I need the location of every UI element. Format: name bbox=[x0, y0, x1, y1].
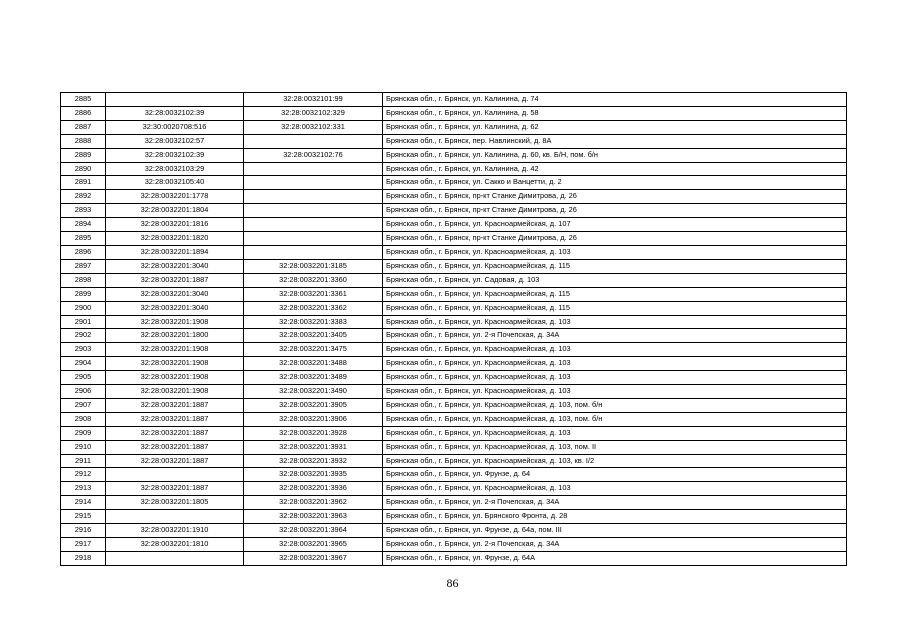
row-number-cell: 2894 bbox=[61, 218, 106, 232]
cadastral-number-cell: 32:28:0032201:3967 bbox=[244, 551, 383, 565]
row-number-cell: 2885 bbox=[61, 93, 106, 107]
row-number-cell: 2905 bbox=[61, 371, 106, 385]
cadastral-number-cell: 32:28:0032201:3936 bbox=[244, 482, 383, 496]
row-number-cell: 2889 bbox=[61, 148, 106, 162]
address-cell: Брянская обл., г. Брянск, пр-кт Станке Димитрова, д. 26 bbox=[383, 232, 847, 246]
address-cell: Брянская обл., г. Брянск, ул. Красноармейская, д. 103, кв. I/2 bbox=[383, 454, 847, 468]
row-number-cell: 2893 bbox=[61, 204, 106, 218]
table-row bbox=[61, 343, 847, 357]
row-number-cell: 2896 bbox=[61, 245, 106, 259]
row-number-cell: 2912 bbox=[61, 468, 106, 482]
cadastral-block-cell bbox=[106, 468, 244, 482]
row-number-cell: 2911 bbox=[61, 454, 106, 468]
address-cell: Брянская обл., г. Брянск, ул. Калинина, д. 62 bbox=[383, 120, 847, 134]
row-number-cell: 2918 bbox=[61, 551, 106, 565]
row-number-cell: 2917 bbox=[61, 538, 106, 552]
cadastral-block-cell: 32:28:0032201:1908 bbox=[106, 385, 244, 399]
cadastral-block-cell: 32:28:0032201:1805 bbox=[106, 496, 244, 510]
address-cell: Брянская обл., г. Брянск, ул. Красноармейская, д. 103 bbox=[383, 245, 847, 259]
address-cell: Брянская обл., г. Брянск, ул. Красноармейская, д. 107 bbox=[383, 218, 847, 232]
table-row bbox=[61, 148, 847, 162]
table-row bbox=[61, 524, 847, 538]
address-cell: Брянская обл., г. Брянск, ул. Красноармейская, д. 115 bbox=[383, 287, 847, 301]
page-number: 86 bbox=[446, 576, 459, 590]
cadastral-block-cell: 32:28:0032201:1908 bbox=[106, 343, 244, 357]
cadastral-block-cell: 32:28:0032103:29 bbox=[106, 162, 244, 176]
address-cell: Брянская обл., г. Брянск, ул. Сакко и Ванцетти, д. 2 bbox=[383, 176, 847, 190]
table-row bbox=[61, 538, 847, 552]
address-cell: Брянская обл., г. Брянск, ул. Красноармейская, д. 103 bbox=[383, 385, 847, 399]
cadastral-number-cell: 32:28:0032201:3405 bbox=[244, 329, 383, 343]
address-cell: Брянская обл., г. Брянск, ул. Красноармейская, д. 103, пом. II bbox=[383, 440, 847, 454]
table-row bbox=[61, 357, 847, 371]
cadastral-number-cell: 32:28:0032201:3965 bbox=[244, 538, 383, 552]
table-row bbox=[61, 454, 847, 468]
address-cell: Брянская обл., г. Брянск, ул. Красноармейская, д. 103 bbox=[383, 315, 847, 329]
cadastral-number-cell bbox=[244, 245, 383, 259]
cadastral-number-cell: 32:28:0032201:3931 bbox=[244, 440, 383, 454]
row-number-cell: 2901 bbox=[61, 315, 106, 329]
cadastral-block-cell: 32:28:0032201:1810 bbox=[106, 538, 244, 552]
table-row bbox=[61, 412, 847, 426]
row-number-cell: 2886 bbox=[61, 106, 106, 120]
table-row bbox=[61, 315, 847, 329]
table-row bbox=[61, 176, 847, 190]
cadastral-number-cell: 32:28:0032102:76 bbox=[244, 148, 383, 162]
table-row bbox=[61, 190, 847, 204]
address-cell: Брянская обл., г. Брянск, ул. Калинина, д. 74 bbox=[383, 93, 847, 107]
cadastral-block-cell: 32:28:0032201:3040 bbox=[106, 301, 244, 315]
cadastral-number-cell: 32:28:0032201:3932 bbox=[244, 454, 383, 468]
cadastral-number-cell bbox=[244, 218, 383, 232]
address-cell: Брянская обл., г. Брянск, ул. 2-я Почепская, д. 34А bbox=[383, 329, 847, 343]
table-row bbox=[61, 482, 847, 496]
row-number-cell: 2887 bbox=[61, 120, 106, 134]
row-number-cell: 2898 bbox=[61, 273, 106, 287]
address-cell: Брянская обл., г. Брянск, ул. Красноармейская, д. 115 bbox=[383, 259, 847, 273]
address-cell: Брянская обл., г. Брянск, ул. Красноармейская, д. 103 bbox=[383, 426, 847, 440]
address-cell: Брянская обл., г. Брянск, ул. Красноармейская, д. 115 bbox=[383, 301, 847, 315]
address-cell: Брянская обл., г. Брянск, ул. 2-я Почепская, д. 34А bbox=[383, 538, 847, 552]
address-cell: Брянская обл., г. Брянск, ул. Красноармейская, д. 103, пом. б/н bbox=[383, 412, 847, 426]
address-cell: Брянская обл., г. Брянск, ул. Калинина, д. 58 bbox=[383, 106, 847, 120]
cadastral-block-cell: 32:28:0032201:1910 bbox=[106, 524, 244, 538]
cadastral-block-cell: 32:28:0032201:1778 bbox=[106, 190, 244, 204]
cadastral-number-cell: 32:28:0032201:3490 bbox=[244, 385, 383, 399]
cadastral-block-cell: 32:28:0032201:1887 bbox=[106, 412, 244, 426]
row-number-cell: 2903 bbox=[61, 343, 106, 357]
cadastral-block-cell: 32:28:0032201:3040 bbox=[106, 259, 244, 273]
cadastral-number-cell: 32:28:0032201:3185 bbox=[244, 259, 383, 273]
row-number-cell: 2915 bbox=[61, 510, 106, 524]
table-row bbox=[61, 106, 847, 120]
row-number-cell: 2913 bbox=[61, 482, 106, 496]
table-row bbox=[61, 259, 847, 273]
row-number-cell: 2908 bbox=[61, 412, 106, 426]
table-body bbox=[61, 93, 847, 566]
table-row bbox=[61, 287, 847, 301]
cadastral-number-cell: 32:28:0032201:3475 bbox=[244, 343, 383, 357]
row-number-cell: 2890 bbox=[61, 162, 106, 176]
row-number-cell: 2910 bbox=[61, 440, 106, 454]
row-number-cell: 2909 bbox=[61, 426, 106, 440]
table-row bbox=[61, 273, 847, 287]
cadastral-block-cell: 32:28:0032201:3040 bbox=[106, 287, 244, 301]
cadastral-number-cell: 32:28:0032201:3362 bbox=[244, 301, 383, 315]
cadastral-block-cell: 32:28:0032201:1908 bbox=[106, 371, 244, 385]
cadastral-block-cell: 32:28:0032201:1887 bbox=[106, 426, 244, 440]
cadastral-number-cell: 32:28:0032201:3488 bbox=[244, 357, 383, 371]
table-row bbox=[61, 510, 847, 524]
address-cell: Брянская обл., г. Брянск, ул. Фрунзе, д. 64А bbox=[383, 551, 847, 565]
cadastral-block-cell: 32:28:0032201:1887 bbox=[106, 440, 244, 454]
cadastral-number-cell: 32:28:0032201:3905 bbox=[244, 398, 383, 412]
cadastral-block-cell: 32:28:0032201:1820 bbox=[106, 232, 244, 246]
cadastral-block-cell: 32:28:0032201:1804 bbox=[106, 204, 244, 218]
cadastral-block-cell: 32:28:0032105:40 bbox=[106, 176, 244, 190]
cadastral-block-cell: 32:28:0032201:1894 bbox=[106, 245, 244, 259]
cadastral-block-cell: 32:28:0032102:39 bbox=[106, 148, 244, 162]
table-row bbox=[61, 371, 847, 385]
cadastral-number-cell: 32:28:0032201:3489 bbox=[244, 371, 383, 385]
cadastral-number-cell: 32:28:0032201:3928 bbox=[244, 426, 383, 440]
cadastral-number-cell bbox=[244, 204, 383, 218]
table-row bbox=[61, 301, 847, 315]
cadastral-block-cell: 32:28:0032201:1908 bbox=[106, 315, 244, 329]
row-number-cell: 2900 bbox=[61, 301, 106, 315]
cadastral-number-cell: 32:28:0032101:99 bbox=[244, 93, 383, 107]
row-number-cell: 2899 bbox=[61, 287, 106, 301]
cadastral-number-cell bbox=[244, 162, 383, 176]
table-row bbox=[61, 232, 847, 246]
table-row bbox=[61, 245, 847, 259]
address-cell: Брянская обл., г. Брянск, ул. Калинина, д. 42 bbox=[383, 162, 847, 176]
cadastral-table bbox=[60, 92, 847, 566]
cadastral-block-cell: 32:28:0032201:1887 bbox=[106, 273, 244, 287]
row-number-cell: 2906 bbox=[61, 385, 106, 399]
cadastral-number-cell: 32:28:0032201:3360 bbox=[244, 273, 383, 287]
address-cell: Брянская обл., г. Брянск, ул. Красноармейская, д. 103 bbox=[383, 343, 847, 357]
address-cell: Брянская обл., г. Брянск, ул. Красноармейская, д. 103 bbox=[383, 371, 847, 385]
table-row bbox=[61, 134, 847, 148]
table-row bbox=[61, 385, 847, 399]
table-row bbox=[61, 496, 847, 510]
cadastral-number-cell bbox=[244, 176, 383, 190]
cadastral-block-cell: 32:28:0032201:1908 bbox=[106, 357, 244, 371]
cadastral-block-cell bbox=[106, 551, 244, 565]
address-cell: Брянская обл., г. Брянск, ул. Калинина, д. 60, кв. Б/Н, пом. б/н bbox=[383, 148, 847, 162]
table-row bbox=[61, 551, 847, 565]
cadastral-number-cell: 32:28:0032201:3906 bbox=[244, 412, 383, 426]
cadastral-block-cell: 32:28:0032201:1887 bbox=[106, 398, 244, 412]
cadastral-number-cell: 32:28:0032201:3935 bbox=[244, 468, 383, 482]
row-number-cell: 2904 bbox=[61, 357, 106, 371]
cadastral-block-cell bbox=[106, 93, 244, 107]
row-number-cell: 2914 bbox=[61, 496, 106, 510]
cadastral-number-cell: 32:28:0032201:3383 bbox=[244, 315, 383, 329]
address-cell: Брянская обл., г. Брянск, ул. 2-я Почепская, д. 34А bbox=[383, 496, 847, 510]
cadastral-number-cell bbox=[244, 134, 383, 148]
address-cell: Брянская обл., г. Брянск, ул. Красноармейская, д. 103 bbox=[383, 482, 847, 496]
row-number-cell: 2902 bbox=[61, 329, 106, 343]
cadastral-block-cell: 32:28:0032102:57 bbox=[106, 134, 244, 148]
cadastral-number-cell: 32:28:0032201:3361 bbox=[244, 287, 383, 301]
cadastral-number-cell: 32:28:0032102:331 bbox=[244, 120, 383, 134]
cadastral-number-cell: 32:28:0032102:329 bbox=[244, 106, 383, 120]
row-number-cell: 2897 bbox=[61, 259, 106, 273]
row-number-cell: 2888 bbox=[61, 134, 106, 148]
cadastral-number-cell bbox=[244, 232, 383, 246]
row-number-cell: 2892 bbox=[61, 190, 106, 204]
table-row bbox=[61, 204, 847, 218]
cadastral-block-cell: 32:28:0032201:1887 bbox=[106, 482, 244, 496]
address-cell: Брянская обл., г. Брянск, ул. Красноармейская, д. 103 bbox=[383, 357, 847, 371]
table-row bbox=[61, 440, 847, 454]
cadastral-number-cell: 32:28:0032201:3962 bbox=[244, 496, 383, 510]
table-row bbox=[61, 468, 847, 482]
cadastral-number-cell bbox=[244, 190, 383, 204]
table-row bbox=[61, 120, 847, 134]
address-cell: Брянская обл., г. Брянск, ул. Фрунзе, д. 64а, пом. III bbox=[383, 524, 847, 538]
address-cell: Брянская обл., г. Брянск, пр-кт Станке Димитрова, д. 26 bbox=[383, 190, 847, 204]
row-number-cell: 2891 bbox=[61, 176, 106, 190]
table-row bbox=[61, 426, 847, 440]
table-row bbox=[61, 329, 847, 343]
cadastral-block-cell: 32:28:0032201:1887 bbox=[106, 454, 244, 468]
address-cell: Брянская обл., г. Брянск, ул. Красноармейская, д. 103, пом. б/н bbox=[383, 398, 847, 412]
row-number-cell: 2895 bbox=[61, 232, 106, 246]
cadastral-block-cell bbox=[106, 510, 244, 524]
cadastral-number-cell: 32:28:0032201:3963 bbox=[244, 510, 383, 524]
row-number-cell: 2916 bbox=[61, 524, 106, 538]
address-cell: Брянская обл., г. Брянск, ул. Садовая, д. 103 bbox=[383, 273, 847, 287]
cadastral-block-cell: 32:30:0020708:516 bbox=[106, 120, 244, 134]
address-cell: Брянская обл., г. Брянск, пр-кт Станке Димитрова, д. 26 bbox=[383, 204, 847, 218]
cadastral-block-cell: 32:28:0032102:39 bbox=[106, 106, 244, 120]
address-cell: Брянская обл., г. Брянск, ул. Брянского Фронта, д. 28 bbox=[383, 510, 847, 524]
row-number-cell: 2907 bbox=[61, 398, 106, 412]
table-row bbox=[61, 93, 847, 107]
cadastral-block-cell: 32:28:0032201:1800 bbox=[106, 329, 244, 343]
address-cell: Брянская обл., г. Брянск, пер. Навлинский, д. 8А bbox=[383, 134, 847, 148]
cadastral-number-cell: 32:28:0032201:3964 bbox=[244, 524, 383, 538]
table-row bbox=[61, 218, 847, 232]
table-row bbox=[61, 162, 847, 176]
table-row bbox=[61, 398, 847, 412]
cadastral-block-cell: 32:28:0032201:1816 bbox=[106, 218, 244, 232]
address-cell: Брянская обл., г. Брянск, ул. Фрунзе, д. 64 bbox=[383, 468, 847, 482]
